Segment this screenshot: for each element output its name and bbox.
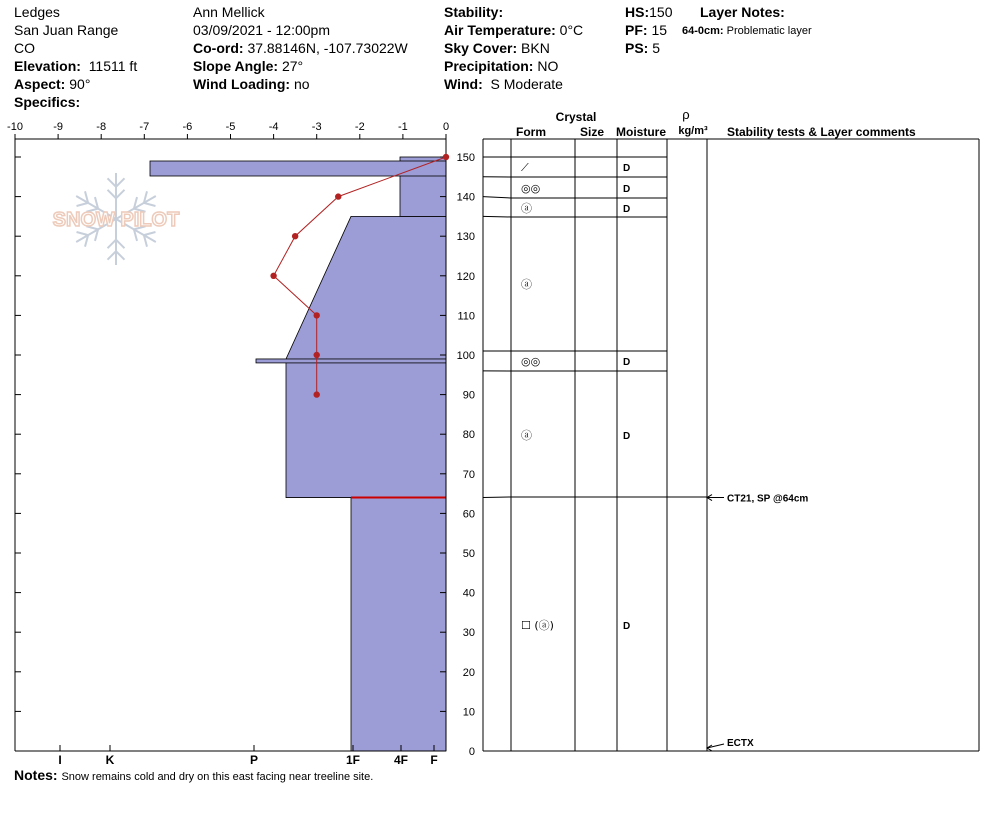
moisture-value: D [623, 184, 631, 195]
layer-notes-label: Layer Notes: [700, 4, 785, 20]
flake-branch [144, 232, 156, 235]
flake-branch [108, 240, 116, 248]
hardness-label: I [58, 753, 62, 767]
crystal-form: ⟋ [521, 161, 529, 174]
crystal-form: ⓐ [521, 202, 532, 215]
temp-tick-label: -6 [182, 121, 193, 133]
height-tick-label: 40 [462, 587, 475, 600]
location: Ledges [14, 4, 60, 20]
height-tick-label: 120 [456, 270, 475, 283]
moisture-value: D [623, 357, 631, 368]
height-tick-label: 70 [462, 468, 475, 481]
ps: PS: 5 [625, 40, 661, 56]
moisture-value: D [623, 204, 631, 215]
wind: Wind: S Moderate [444, 76, 563, 92]
moisture-header: Moisture [616, 125, 667, 139]
notes: Notes: Snow remains cold and dry on this east facing near treeline site. [14, 767, 374, 783]
crystal-form: ⓐ [521, 429, 532, 442]
flake-branch [116, 178, 124, 186]
height-tick-label: 110 [457, 310, 475, 323]
hardness-layer [351, 498, 446, 751]
pf: PF: 15 [625, 22, 668, 38]
density-unit-header: kg/m³ [678, 125, 708, 137]
temp-tick-label: -1 [398, 121, 408, 133]
form-header: Form [516, 125, 546, 139]
height-tick-label: 130 [456, 231, 475, 244]
crystal-header: Crystal [555, 110, 597, 124]
crystal-form: ◎◎ [521, 182, 541, 195]
height-tick-label: 50 [462, 548, 475, 560]
hardness-label: P [249, 753, 259, 767]
flake-branch [116, 190, 124, 198]
rho-header: ρ [682, 107, 690, 122]
flake-branch [77, 232, 89, 235]
height-tick-label: 80 [462, 429, 475, 442]
observer: Ann Mellick [193, 4, 265, 20]
temp-tick-label: 0 [442, 121, 450, 133]
height-tick-label: 90 [462, 389, 475, 402]
hs: HS:150 [625, 4, 673, 20]
stability-arrowhead [707, 745, 712, 751]
hardness-label: K [105, 753, 115, 767]
temp-tick-label: -2 [354, 121, 365, 133]
precipitation: Precipitation: NO [444, 58, 559, 74]
size-header: Size [580, 125, 605, 139]
temperature-point [314, 352, 320, 358]
slope-angle: Slope Angle: 27° [193, 58, 304, 74]
flake-branch [108, 190, 116, 198]
temperature-point [335, 193, 341, 199]
hardness-label: F [430, 753, 438, 767]
crystal-form: ⓐ [521, 278, 532, 291]
hardness-label: 1F [345, 753, 361, 767]
flake-branch [77, 203, 89, 206]
temperature-point [270, 273, 276, 279]
height-tick-label: 60 [462, 508, 475, 521]
temp-tick-label: -10 [7, 121, 23, 133]
layer-note: 64-0cm: Problematic layer [682, 25, 812, 37]
sky-cover: Sky Cover: BKN [444, 40, 550, 56]
wind-loading: Wind Loading: no [193, 76, 310, 92]
hardness-profile [150, 157, 446, 751]
moisture-value: D [623, 621, 631, 632]
stability: Stability: [444, 4, 504, 20]
height-tick-label: 30 [462, 627, 475, 640]
height-tick-label: 140 [456, 191, 475, 204]
specifics: Specifics: [14, 94, 81, 110]
height-tick-label: 0 [468, 746, 475, 758]
temperature-point [443, 154, 449, 160]
flake-branch [108, 178, 116, 186]
temperature-point [314, 312, 320, 318]
flake-branch [116, 240, 124, 248]
height-tick-label: 10 [462, 706, 475, 719]
aspect: Aspect: 90° [14, 76, 91, 92]
temp-tick-label: -3 [311, 121, 322, 133]
layer-connector [483, 216, 511, 217]
crystal-form: ◎◎ [521, 355, 541, 368]
air-temp: Air Temperature: 0°C [444, 22, 584, 38]
datetime: 03/09/2021 - 12:00pm [193, 22, 330, 38]
hardness-layer [256, 359, 446, 363]
temp-tick-label: -7 [139, 121, 150, 133]
coord: Co-ord: 37.88146N, -107.73022W [193, 40, 408, 56]
snowpilot-logo [53, 173, 180, 265]
height-tick-label: 100 [456, 350, 475, 362]
temp-tick-label: -4 [268, 121, 279, 133]
hardness-label: 4F [393, 753, 409, 767]
logo-text: SNOW PILOT [52, 209, 180, 231]
layer-connector [483, 497, 511, 498]
temp-tick-label: -8 [96, 121, 107, 133]
moisture-value: D [623, 431, 631, 442]
stability-test-label: ECTX [727, 738, 754, 749]
stability-test-label: CT21, SP @64cm [727, 493, 809, 505]
height-tick-label: 20 [462, 666, 475, 679]
temperature-point [292, 233, 298, 239]
state: CO [14, 40, 35, 56]
temp-tick-label: -5 [225, 121, 236, 133]
flake-branch [108, 251, 116, 259]
flake-branch [144, 203, 156, 206]
elevation: Elevation: 11511 ft [14, 58, 138, 74]
hardness-layer [286, 216, 446, 497]
layer-connector [483, 197, 511, 198]
height-tick-label: 150 [456, 152, 475, 164]
temperature-point [314, 391, 320, 397]
flake-branch [116, 251, 124, 259]
range: San Juan Range [14, 22, 119, 38]
crystal-form: ☐ (ⓐ) [521, 619, 554, 632]
moisture-value: D [623, 163, 631, 174]
temp-tick-label: -9 [53, 121, 63, 133]
stability-comments-header: Stability tests & Layer comments [727, 125, 916, 139]
